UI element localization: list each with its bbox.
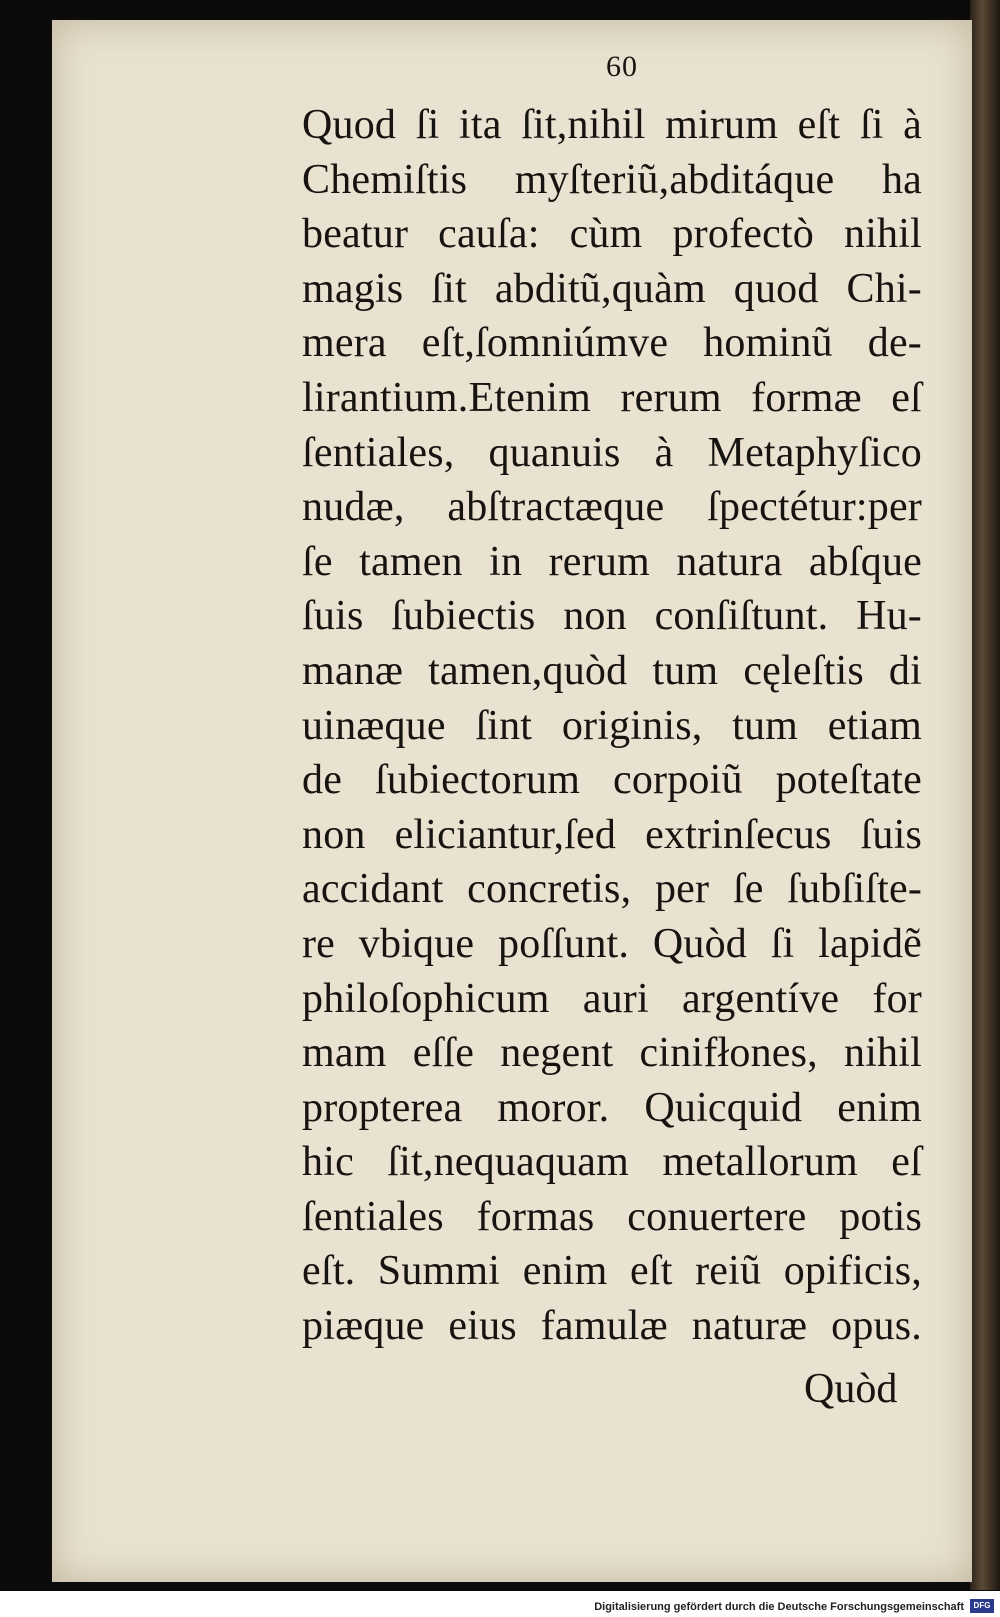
text-line: ſuis ſubiectis non conſiſtunt. Hu- xyxy=(302,593,922,640)
text-line: ſe tamen in rerum natura abſque xyxy=(302,538,922,585)
dfg-logo: DFG xyxy=(970,1599,994,1613)
text-line: lirantium.Etenim rerum formæ eſ xyxy=(302,374,922,421)
text-line: hic ſit,nequaquam metallorum eſ xyxy=(302,1139,922,1186)
text-line: non eliciantur,ſed extrinſecus ſuis xyxy=(302,811,922,858)
text-line: Chemiſtis myſteriũ,abditáque ha xyxy=(302,156,922,203)
book-page xyxy=(52,20,972,1582)
footer-bar xyxy=(0,1591,1000,1617)
text-line: ſentiales formas conuertere potis xyxy=(302,1193,922,1240)
text-line: re vbique poſſunt. Quòd ſi lapidẽ xyxy=(302,920,922,967)
text-line: accidant concretis, per ſe ſubſiſte- xyxy=(302,866,922,913)
text-line: piæque eius famulæ naturæ opus. xyxy=(302,1303,922,1350)
text-line: manæ tamen,quòd tum cęleſtis di xyxy=(302,647,922,694)
text-line: philoſophicum auri argentíve for xyxy=(302,975,922,1022)
text-line: mam eſſe negent cinifłones, nihil xyxy=(302,1030,922,1077)
catchword: Quòd xyxy=(804,1366,898,1412)
text-line: uinæque ſint originis, tum etiam xyxy=(302,702,922,749)
text-line: nudæ, abſtractæque ſpectétur:per xyxy=(302,484,922,531)
funding-credit: Digitalisierung gefördert durch die Deutsche Forschungsgemeinschaft xyxy=(594,1601,964,1613)
text-line: propterea moror. Quicquid enim xyxy=(302,1084,922,1131)
text-line: Quod ſi ita ſit,nihil mirum eſt ſi à xyxy=(302,102,922,148)
text-block xyxy=(302,98,922,1354)
text-line: beatur cauſa: cùm profectò nihil xyxy=(302,211,922,258)
text-line: magis ſit abditũ,quàm quod Chi- xyxy=(302,265,922,312)
text-line: mera eſt,ſomniúmve hominũ de- xyxy=(302,320,922,367)
text-line: eſt. Summi enim eſt reiũ opificis, xyxy=(302,1248,922,1295)
page-number: 60 xyxy=(606,50,638,83)
book-edge xyxy=(970,0,1000,1590)
text-line: ſentiales, quanuis à Metaphyſico xyxy=(302,429,922,476)
text-line: de ſubiectorum corpoiũ poteſtate xyxy=(302,757,922,804)
